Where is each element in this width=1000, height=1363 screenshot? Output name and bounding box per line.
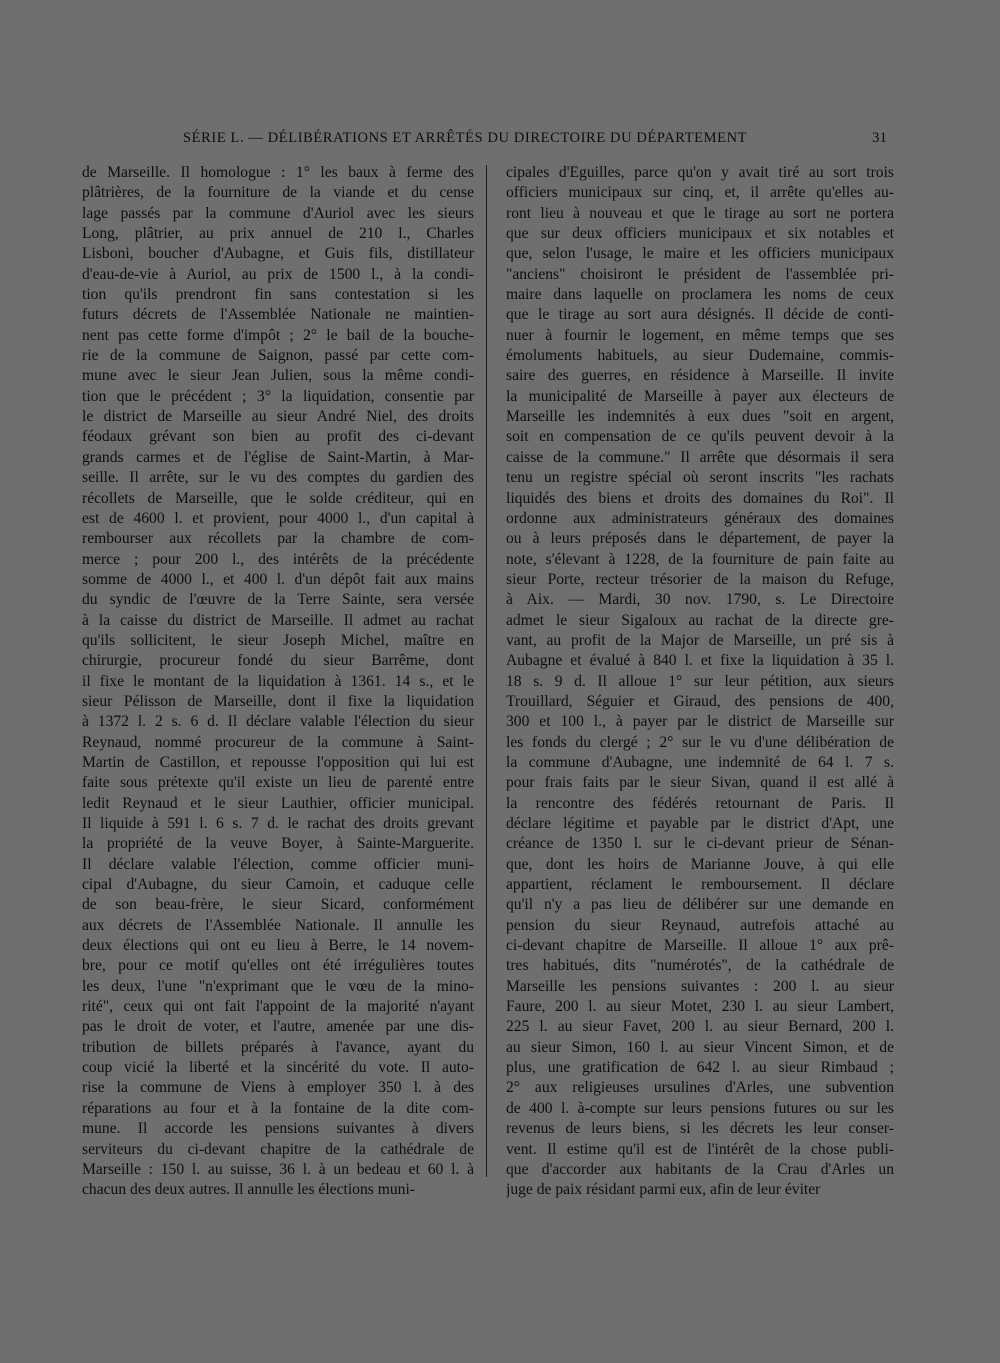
text-line: que sur deux officiers municipaux et six notables et	[506, 225, 894, 243]
text-line: il fixe le montant de la liquidation à 1361. 14 s., et le	[82, 672, 474, 690]
text-line: tres habitués, dits "numérotés", de la cathédrale de	[506, 957, 894, 975]
text-line: Marseille les pensions suivantes : 200 l. au sieur	[506, 977, 894, 995]
text-line: de Marseille. Il homologue : 1° les baux à ferme des	[82, 164, 474, 181]
text-line: deux élections qui ont eu lieu à Berre, le 14 novem-	[82, 937, 474, 955]
text-line: caisse de la commune." Il arrête que désormais il sera	[506, 448, 894, 466]
text-line: récollets de Marseille, que le solde créditeur, qui en	[82, 489, 474, 507]
text-line: rité", ceux qui ont fait l'appoint de la majorité n'ayant	[82, 998, 474, 1016]
text-line: Marseille : 150 l. au suisse, 36 l. à un bedeau et 60 l. à	[82, 1160, 474, 1178]
left-text-column	[82, 163, 474, 1201]
running-title: SÉRIE L. — DÉLIBÉRATIONS ET ARRÊTÉS DU DIRECTOIRE DU DÉPARTEMENT	[183, 130, 748, 146]
text-line: ledit Reynaud et le sieur Lauthier, officier municipal.	[82, 794, 474, 812]
text-line: pension du sieur Reynaud, autrefois attaché au	[506, 916, 894, 934]
text-line: Martin de Castillon, et repousse l'opposition qui lui est	[82, 753, 474, 771]
text-line: Trouillard, Séguier et Giraud, des pensions de 400,	[506, 692, 894, 710]
text-line: plus, une gratification de 642 l. au sieur Rimbaud ;	[506, 1059, 894, 1077]
text-line: revenus de leurs biens, si les décrets les leur conser-	[506, 1120, 894, 1138]
text-line: de son beau-frère, le sieur Sicard, conformément	[82, 896, 474, 914]
text-line: au sieur Simon, 160 l. au sieur Vincent Simon, et de	[506, 1038, 894, 1056]
text-line: officiers municipaux sur cinq, et, il arrête qu'elles au-	[506, 184, 894, 202]
text-line: pas le droit de voter, et l'autre, amenée par une dis-	[82, 1018, 474, 1036]
text-line: est de 4600 l. et provient, pour 4000 l., d'un capital à	[82, 509, 474, 527]
text-line: juge de paix résidant parmi eux, afin de leur éviter	[506, 1181, 821, 1199]
text-line: appartient, réclament le remboursement. Il déclare	[506, 876, 894, 894]
text-line: merce ; pour 200 l., des intérêts de la précédente	[82, 550, 474, 568]
text-line: Lisboni, boucher d'Aubagne, et Guis fils, distillateur	[82, 245, 474, 263]
text-line: qu'ils sollicitent, le sieur Joseph Michel, maître en	[82, 631, 474, 649]
text-line: Il liquide à 591 l. 6 s. 7 d. le rachat des droits grevant	[82, 815, 474, 832]
text-line: 2° aux religieuses ursulines d'Arles, une subvention	[506, 1079, 894, 1097]
text-line: à Aix. — Mardi, 30 nov. 1790, s. Le Directoire	[506, 591, 894, 609]
text-line: cipal d'Aubagne, du sieur Camoin, et caduque celle	[82, 876, 474, 894]
text-line: 225 l. au sieur Favet, 200 l. au sieur Bernard, 200 l.	[506, 1018, 894, 1036]
text-line: Il déclare valable l'élection, comme officier muni-	[82, 855, 474, 873]
text-line: que, selon l'usage, le maire et les officiers municipaux	[506, 245, 894, 263]
text-line: somme de 4000 l., et 400 l. d'un dépôt fait aux mains	[82, 570, 474, 588]
text-line: qu'il n'y a pas lieu de délibérer sur une demande en	[506, 896, 894, 914]
page-header	[0, 130, 1000, 152]
page-number: 31	[872, 130, 887, 146]
text-line: cipales d'Eguilles, parce qu'on y avait tiré au sort trois	[506, 164, 894, 181]
text-line: chirurgie, procureur fondé du sieur Barrême, dont	[82, 652, 474, 670]
text-line: d'eau-de-vie à Auriol, au prix de 1500 l., à la condi-	[82, 265, 474, 283]
text-line: futurs décrets de l'Assemblée Nationale ne maintien-	[82, 306, 474, 324]
text-line: saire des guerres, en résidence à Marseille. Il invite	[506, 367, 894, 385]
text-line: pour frais faits par le sieur Sivan, quand il est allé à	[506, 774, 894, 792]
text-line: seille. Il arrête, sur le vu des comptes du gardien des	[82, 469, 474, 487]
text-line: lage passés par la commune d'Auriol avec les sieurs	[82, 204, 474, 222]
text-line: liquidés des biens et droits des domaines du Roi". Il	[506, 489, 894, 507]
text-line: à la caisse du district de Marseille. Il admet au rachat	[82, 611, 474, 629]
text-line: sieur Porte, recteur trésorier de la maison du Refuge,	[506, 570, 894, 588]
right-text-column	[506, 163, 894, 1201]
text-line: les fonds du clergé ; 2° sur le vu d'une délibération de	[506, 733, 894, 751]
text-line: Reynaud, nommé procureur de la commune à Saint-	[82, 733, 474, 751]
text-line: Aubagne et évalué à 840 l. et fixe la liquidation à 35 l.	[506, 652, 894, 670]
text-line: faite sous prétexte qu'il existe un lieu de parenté entre	[82, 774, 474, 792]
text-line: Long, plâtrier, au prix annuel de 210 l., Charles	[82, 225, 474, 243]
text-line: coup vicié la liberté et la sincérité du vote. Il auto-	[82, 1059, 474, 1077]
text-line: du syndic de l'œuvre de la Terre Sainte, sera versée	[82, 591, 474, 609]
text-line: tenu un registre spécial où seront inscrits "les rachats	[506, 469, 894, 487]
text-line: ordonne aux administrateurs généraux des domaines	[506, 509, 894, 527]
text-line: que le tirage au sort aura désignés. Il décide de conti-	[506, 306, 894, 324]
text-line: Faure, 200 l. au sieur Motet, 230 l. au sieur Lambert,	[506, 998, 894, 1016]
text-line: la propriété de la veuve Boyer, à Sainte-Marguerite.	[82, 835, 474, 853]
text-line: tion que le précédent ; 3° la liquidation, consentie par	[82, 387, 474, 405]
text-line: nuer à fournir le logement, en même temps que ses	[506, 326, 894, 344]
text-line: chacun des deux autres. Il annulle les élections muni-	[82, 1181, 415, 1199]
text-line: ou à leurs préposés dans le département, de payer la	[506, 530, 894, 548]
text-line: la rencontre des fédérés retournant de Paris. Il	[506, 794, 894, 812]
text-line: maire dans laquelle on proclamera les noms de ceux	[506, 286, 894, 304]
text-line: tion qu'ils prendront fin sans contestation si les	[82, 286, 474, 304]
column-divider	[486, 165, 487, 1177]
text-line: la municipalité de Marseille à payer aux électeurs de	[506, 387, 894, 405]
text-line: émoluments habituels, au sieur Dudemaine, commis-	[506, 347, 894, 365]
text-line: ront lieu à nouveau et que le tirage au sort ne portera	[506, 204, 894, 222]
text-line: soit en compensation de ce qu'ils peuvent devoir à la	[506, 428, 894, 446]
text-line: créance de 1350 l. sur le ci-devant prieur de Sénan-	[506, 835, 894, 853]
text-line: note, s'élevant à 1228, de la fourniture de pain faite au	[506, 550, 894, 568]
text-line: vant, au profit de la Major de Marseille, un pré sis à	[506, 631, 894, 649]
text-line: le district de Marseille au sieur André Niel, des droits	[82, 408, 474, 426]
text-line: serviteurs du ci-devant chapitre de la cathédrale de	[82, 1140, 474, 1158]
text-line: les deux, l'une "n'exprimant que le vœu de la mino-	[82, 977, 474, 995]
text-line: déclare légitime et payable par le district d'Apt, une	[506, 815, 894, 832]
text-line: rembourser aux récollets par la chambre de com-	[82, 530, 474, 548]
text-line: grands carmes et de l'église de Saint-Martin, à Mar-	[82, 448, 474, 466]
text-line: vent. Il estime qu'il est de l'intérêt de la chose publi-	[506, 1140, 894, 1158]
text-line: la commune d'Aubagne, une indemnité de 64 l. 7 s.	[506, 753, 894, 771]
text-line: "anciens" choisiront le président de l'assemblée pri-	[506, 265, 894, 283]
text-line: admet le sieur Sigaloux au rachat de la directe gre-	[506, 611, 894, 629]
text-line: rie de la commune de Saignon, passé par cette com-	[82, 347, 474, 365]
text-line: féodaux grévant son bien au profit des ci-devant	[82, 428, 474, 446]
text-line: sieur Pélisson de Marseille, dont il fixe la liquidation	[82, 692, 474, 710]
text-line: nent pas cette forme d'impôt ; 2° le bail de la bouche-	[82, 326, 474, 344]
text-line: réparations au four et à la fontaine de la dite com-	[82, 1099, 474, 1117]
text-line: bre, pour ce motif qu'elles ont été irrégulières toutes	[82, 957, 474, 975]
text-line: mune. Il accorde les pensions suivantes à divers	[82, 1120, 474, 1138]
text-line: de 400 l. à-compte sur leurs pensions futures ou sur les	[506, 1099, 894, 1117]
text-line: plâtrières, de la fourniture de la viande et du cense	[82, 184, 474, 202]
text-line: mune avec le sieur Jean Julien, sous la même condi-	[82, 367, 474, 385]
text-line: Marseille les indemnités à eux dues "soit en argent,	[506, 408, 894, 426]
text-line: ci-devant chapitre de Marseille. Il alloue 1° aux prê-	[506, 937, 894, 955]
text-line: que d'accorder aux habitants de la Crau d'Arles un	[506, 1160, 894, 1178]
text-line: 18 s. 9 d. Il alloue 1° sur leur pétition, aux sieurs	[506, 672, 894, 690]
text-line: aux décrets de l'Assemblée Nationale. Il annulle les	[82, 916, 474, 934]
text-line: rise la commune de Viens à employer 350 l. à des	[82, 1079, 474, 1097]
text-line: à 1372 l. 2 s. 6 d. Il déclare valable l'élection du sieur	[82, 713, 474, 731]
text-line: que, dont les hoirs de Marianne Jouve, à qui elle	[506, 855, 894, 873]
text-line: 300 et 100 l., à payer par le district de Marseille sur	[506, 713, 894, 731]
text-line: tribution de billets préparés à l'avance, ayant du	[82, 1038, 474, 1056]
